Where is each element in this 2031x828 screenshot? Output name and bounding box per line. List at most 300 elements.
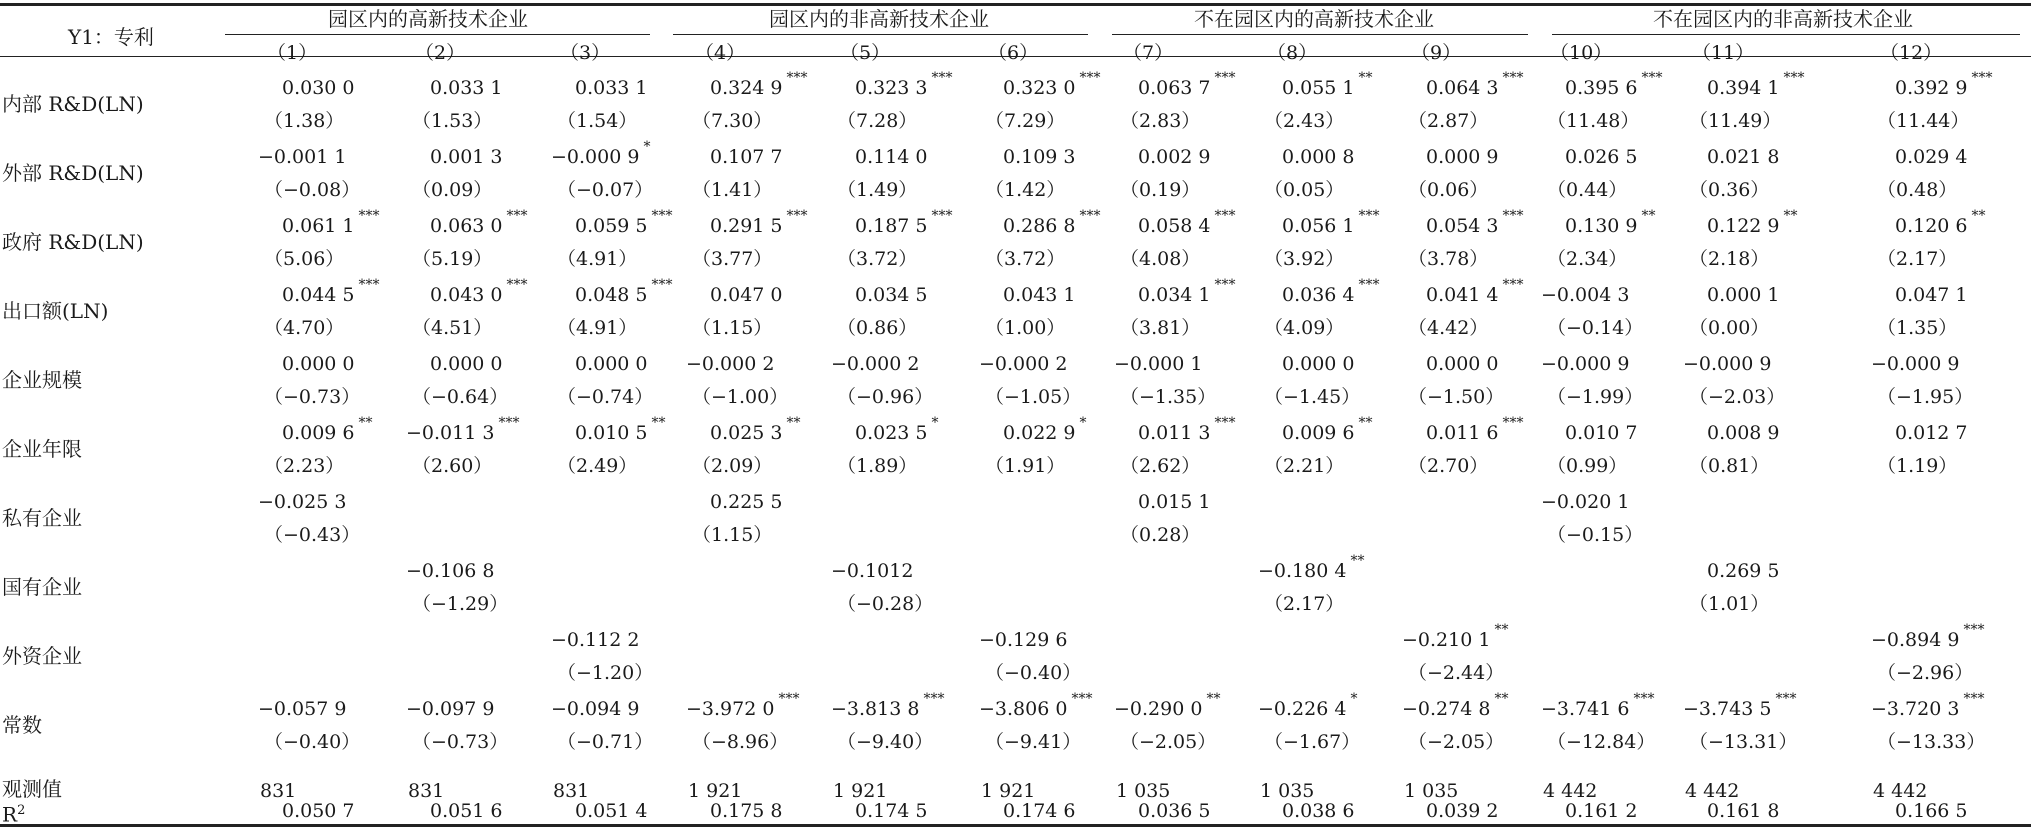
coef-cell: 0.001 3 bbox=[430, 146, 503, 168]
t-stat-cell: （3.72） bbox=[837, 248, 918, 270]
significance-stars: *** bbox=[506, 208, 528, 224]
coef-cell: −0.290 0 bbox=[1114, 698, 1203, 720]
obs-cell: 1 921 bbox=[981, 780, 1036, 802]
coef-cell: 0.000 9 bbox=[1426, 146, 1499, 168]
coef-cell: −0.274 8 bbox=[1402, 698, 1491, 720]
r2-cell: 0.174 6 bbox=[1003, 800, 1076, 822]
significance-stars: ** bbox=[1783, 208, 1798, 224]
row-label: 私有企业 bbox=[2, 506, 82, 530]
column-header: （12） bbox=[1880, 42, 1943, 64]
row-label: 政府 R&D(LN) bbox=[2, 230, 144, 254]
group-header: 园区内的非高新技术企业 bbox=[769, 7, 989, 31]
coef-cell: 0.291 5 bbox=[710, 215, 783, 237]
coef-cell: 0.000 0 bbox=[1282, 353, 1355, 375]
coef-cell: 0.225 5 bbox=[710, 491, 783, 513]
group-underline bbox=[225, 34, 650, 35]
obs-cell: 831 bbox=[553, 780, 590, 802]
row-label: 内部 R&D(LN) bbox=[2, 92, 144, 116]
coef-cell: 0.107 7 bbox=[710, 146, 783, 168]
coef-cell: −0.057 9 bbox=[258, 698, 347, 720]
r2-cell: 0.051 6 bbox=[430, 800, 503, 822]
t-stat-cell: （−0.96） bbox=[837, 386, 934, 408]
significance-stars: ** bbox=[786, 415, 801, 431]
significance-stars: ** bbox=[1494, 691, 1509, 707]
significance-stars: * bbox=[1079, 415, 1087, 431]
t-stat-cell: （0.19） bbox=[1120, 179, 1201, 201]
coef-cell: −0.226 4 bbox=[1258, 698, 1347, 720]
t-stat-cell: （2.09） bbox=[692, 455, 773, 477]
coef-cell: 0.036 4 bbox=[1282, 284, 1355, 306]
t-stat-cell: （−9.41） bbox=[985, 731, 1082, 753]
significance-stars: *** bbox=[1502, 415, 1524, 431]
t-stat-cell: （11.44） bbox=[1877, 110, 1970, 132]
t-stat-cell: （1.89） bbox=[837, 455, 918, 477]
coef-cell: 0.015 1 bbox=[1138, 491, 1211, 513]
significance-stars: *** bbox=[1071, 691, 1093, 707]
coef-cell: −0.004 3 bbox=[1541, 284, 1630, 306]
significance-stars: *** bbox=[1079, 70, 1101, 86]
t-stat-cell: （−2.44） bbox=[1408, 662, 1505, 684]
significance-stars: *** bbox=[1214, 70, 1236, 86]
t-stat-cell: （2.21） bbox=[1264, 455, 1345, 477]
coef-cell: 0.323 3 bbox=[855, 77, 928, 99]
t-stat-cell: （0.81） bbox=[1689, 455, 1770, 477]
t-stat-cell: （−0.14） bbox=[1547, 317, 1644, 339]
coef-cell: −0.112 2 bbox=[551, 629, 640, 651]
coef-cell: −3.743 5 bbox=[1683, 698, 1772, 720]
coef-cell: −0.1012 bbox=[831, 560, 914, 582]
significance-stars: *** bbox=[358, 208, 380, 224]
t-stat-cell: （2.18） bbox=[1689, 248, 1770, 270]
column-header: （11） bbox=[1692, 42, 1755, 64]
row-label: 外资企业 bbox=[2, 644, 82, 668]
t-stat-cell: （0.09） bbox=[412, 179, 493, 201]
row-label: 外部 R&D(LN) bbox=[2, 161, 144, 185]
coef-cell: −0.210 1 bbox=[1402, 629, 1491, 651]
t-stat-cell: （−0.07） bbox=[557, 179, 654, 201]
t-stat-cell: （4.70） bbox=[264, 317, 345, 339]
row-label: 国有企业 bbox=[2, 575, 82, 599]
coef-cell: −0.000 9 bbox=[1541, 353, 1630, 375]
r2-label-base: R bbox=[2, 802, 18, 827]
t-stat-cell: （3.78） bbox=[1408, 248, 1489, 270]
coef-cell: −0.000 9 bbox=[1871, 353, 1960, 375]
coef-cell: −0.894 9 bbox=[1871, 629, 1960, 651]
t-stat-cell: （1.41） bbox=[692, 179, 773, 201]
coef-cell: 0.025 3 bbox=[710, 422, 783, 444]
column-header: （4） bbox=[695, 42, 746, 64]
t-stat-cell: （−1.95） bbox=[1877, 386, 1974, 408]
coef-cell: 0.034 5 bbox=[855, 284, 928, 306]
significance-stars: * bbox=[643, 139, 651, 155]
coef-cell: −0.097 9 bbox=[406, 698, 495, 720]
significance-stars: ** bbox=[358, 415, 373, 431]
column-header: （3） bbox=[560, 42, 611, 64]
coef-cell: 0.022 9 bbox=[1003, 422, 1076, 444]
obs-cell: 4 442 bbox=[1543, 780, 1598, 802]
r2-label bbox=[2, 800, 25, 826]
coef-cell: 0.008 9 bbox=[1707, 422, 1780, 444]
t-stat-cell: （0.36） bbox=[1689, 179, 1770, 201]
t-stat-cell: （2.60） bbox=[412, 455, 493, 477]
t-stat-cell: （0.48） bbox=[1877, 179, 1958, 201]
coef-cell: 0.324 9 bbox=[710, 77, 783, 99]
t-stat-cell: （2.34） bbox=[1547, 248, 1628, 270]
significance-stars: *** bbox=[651, 208, 673, 224]
coef-cell: 0.323 0 bbox=[1003, 77, 1076, 99]
coef-cell: −3.806 0 bbox=[979, 698, 1068, 720]
coef-cell: 0.041 4 bbox=[1426, 284, 1499, 306]
t-stat-cell: （4.91） bbox=[557, 248, 638, 270]
coef-cell: −0.001 1 bbox=[258, 146, 347, 168]
t-stat-cell: （−0.64） bbox=[412, 386, 509, 408]
coef-cell: 0.021 8 bbox=[1707, 146, 1780, 168]
t-stat-cell: （2.87） bbox=[1408, 110, 1489, 132]
t-stat-cell: （2.43） bbox=[1264, 110, 1345, 132]
coef-cell: 0.063 7 bbox=[1138, 77, 1211, 99]
significance-stars: *** bbox=[1971, 70, 1993, 86]
t-stat-cell: （−13.31） bbox=[1689, 731, 1798, 753]
column-header: （7） bbox=[1123, 42, 1174, 64]
significance-stars: *** bbox=[1358, 208, 1380, 224]
t-stat-cell: （1.54） bbox=[557, 110, 638, 132]
t-stat-cell: （−0.08） bbox=[264, 179, 361, 201]
t-stat-cell: （−0.73） bbox=[412, 731, 509, 753]
coef-cell: 0.394 1 bbox=[1707, 77, 1780, 99]
r2-cell: 0.174 5 bbox=[855, 800, 928, 822]
t-stat-cell: （−0.74） bbox=[557, 386, 654, 408]
column-header: （10） bbox=[1550, 42, 1613, 64]
t-stat-cell: （−0.15） bbox=[1547, 524, 1644, 546]
significance-stars: *** bbox=[498, 415, 520, 431]
t-stat-cell: （0.00） bbox=[1689, 317, 1770, 339]
significance-stars: *** bbox=[1963, 622, 1985, 638]
coef-cell: 0.063 0 bbox=[430, 215, 503, 237]
coef-cell: 0.056 1 bbox=[1282, 215, 1355, 237]
coef-cell: 0.109 3 bbox=[1003, 146, 1076, 168]
coef-cell: 0.000 0 bbox=[430, 353, 503, 375]
coef-cell: 0.061 1 bbox=[282, 215, 355, 237]
group-underline bbox=[1112, 34, 1528, 35]
t-stat-cell: （−1.99） bbox=[1547, 386, 1644, 408]
t-stat-cell: （−0.71） bbox=[557, 731, 654, 753]
significance-stars: ** bbox=[1971, 208, 1986, 224]
t-stat-cell: （−2.05） bbox=[1408, 731, 1505, 753]
r2-cell: 0.175 8 bbox=[710, 800, 783, 822]
significance-stars: ** bbox=[1350, 553, 1365, 569]
coef-cell: 0.010 7 bbox=[1565, 422, 1638, 444]
coef-cell: 0.058 4 bbox=[1138, 215, 1211, 237]
t-stat-cell: （−1.35） bbox=[1120, 386, 1217, 408]
t-stat-cell: （1.49） bbox=[837, 179, 918, 201]
t-stat-cell: （7.28） bbox=[837, 110, 918, 132]
t-stat-cell: （1.15） bbox=[692, 317, 773, 339]
t-stat-cell: （7.29） bbox=[985, 110, 1066, 132]
t-stat-cell: （−1.00） bbox=[692, 386, 789, 408]
t-stat-cell: （4.42） bbox=[1408, 317, 1489, 339]
coef-cell: 0.011 6 bbox=[1426, 422, 1499, 444]
significance-stars: *** bbox=[1502, 277, 1524, 293]
t-stat-cell: （−8.96） bbox=[692, 731, 789, 753]
r2-cell: 0.038 6 bbox=[1282, 800, 1355, 822]
t-stat-cell: （1.00） bbox=[985, 317, 1066, 339]
coef-cell: 0.009 6 bbox=[1282, 422, 1355, 444]
t-stat-cell: （0.99） bbox=[1547, 455, 1628, 477]
t-stat-cell: （2.49） bbox=[557, 455, 638, 477]
t-stat-cell: （−1.29） bbox=[412, 593, 509, 615]
coef-cell: −0.180 4 bbox=[1258, 560, 1347, 582]
coef-cell: 0.269 5 bbox=[1707, 560, 1780, 582]
t-stat-cell: （3.77） bbox=[692, 248, 773, 270]
significance-stars: *** bbox=[1502, 70, 1524, 86]
t-stat-cell: （1.01） bbox=[1689, 593, 1770, 615]
coef-cell: 0.047 0 bbox=[710, 284, 783, 306]
t-stat-cell: （2.23） bbox=[264, 455, 345, 477]
significance-stars: *** bbox=[931, 70, 953, 86]
t-stat-cell: （−0.43） bbox=[264, 524, 361, 546]
t-stat-cell: （1.42） bbox=[985, 179, 1066, 201]
coef-cell: 0.187 5 bbox=[855, 215, 928, 237]
coef-cell: 0.286 8 bbox=[1003, 215, 1076, 237]
t-stat-cell: （11.49） bbox=[1689, 110, 1782, 132]
column-header: （9） bbox=[1411, 42, 1462, 64]
coef-cell: 0.011 3 bbox=[1138, 422, 1211, 444]
t-stat-cell: （−0.40） bbox=[985, 662, 1082, 684]
t-stat-cell: （1.35） bbox=[1877, 317, 1958, 339]
coef-cell: 0.043 1 bbox=[1003, 284, 1076, 306]
coef-cell: 0.009 6 bbox=[282, 422, 355, 444]
significance-stars: * bbox=[931, 415, 939, 431]
r2-cell: 0.051 4 bbox=[575, 800, 648, 822]
t-stat-cell: （−12.84） bbox=[1547, 731, 1656, 753]
coef-cell: 0.120 6 bbox=[1895, 215, 1968, 237]
significance-stars: *** bbox=[1214, 415, 1236, 431]
column-header: （5） bbox=[840, 42, 891, 64]
significance-stars: *** bbox=[1633, 691, 1655, 707]
coef-cell: −3.741 6 bbox=[1541, 698, 1630, 720]
t-stat-cell: （2.62） bbox=[1120, 455, 1201, 477]
coef-cell: 0.026 5 bbox=[1565, 146, 1638, 168]
coef-cell: 0.033 1 bbox=[575, 77, 648, 99]
t-stat-cell: （−2.96） bbox=[1877, 662, 1974, 684]
coef-cell: −0.020 1 bbox=[1541, 491, 1630, 513]
significance-stars: *** bbox=[778, 691, 800, 707]
t-stat-cell: （1.15） bbox=[692, 524, 773, 546]
coef-cell: −3.972 0 bbox=[686, 698, 775, 720]
t-stat-cell: （0.06） bbox=[1408, 179, 1489, 201]
r2-cell: 0.166 5 bbox=[1895, 800, 1968, 822]
t-stat-cell: （4.91） bbox=[557, 317, 638, 339]
significance-stars: *** bbox=[1358, 277, 1380, 293]
significance-stars: *** bbox=[1079, 208, 1101, 224]
r2-cell: 0.039 2 bbox=[1426, 800, 1499, 822]
obs-cell: 1 921 bbox=[688, 780, 743, 802]
coef-cell: 0.043 0 bbox=[430, 284, 503, 306]
obs-cell: 1 035 bbox=[1260, 780, 1315, 802]
coef-cell: 0.130 9 bbox=[1565, 215, 1638, 237]
t-stat-cell: （7.30） bbox=[692, 110, 773, 132]
t-stat-cell: （1.38） bbox=[264, 110, 345, 132]
significance-stars: *** bbox=[1783, 70, 1805, 86]
significance-stars: *** bbox=[923, 691, 945, 707]
r2-cell: 0.161 8 bbox=[1707, 800, 1780, 822]
t-stat-cell: （0.05） bbox=[1264, 179, 1345, 201]
group-underline bbox=[1552, 34, 2020, 35]
significance-stars: *** bbox=[651, 277, 673, 293]
coef-cell: −0.000 9 bbox=[1683, 353, 1772, 375]
coef-cell: −0.129 6 bbox=[979, 629, 1068, 651]
row-label: 常数 bbox=[2, 713, 42, 737]
obs-cell: 4 442 bbox=[1873, 780, 1928, 802]
significance-stars: *** bbox=[1502, 208, 1524, 224]
coef-cell: −3.720 3 bbox=[1871, 698, 1960, 720]
row-label: 企业年限 bbox=[2, 437, 82, 461]
significance-stars: *** bbox=[786, 70, 808, 86]
t-stat-cell: （−1.45） bbox=[1264, 386, 1361, 408]
coef-cell: 0.064 3 bbox=[1426, 77, 1499, 99]
obs-cell: 1 035 bbox=[1116, 780, 1171, 802]
t-stat-cell: （4.51） bbox=[412, 317, 493, 339]
table-bottom-rule bbox=[0, 824, 2031, 827]
obs-cell: 831 bbox=[260, 780, 297, 802]
t-stat-cell: （4.08） bbox=[1120, 248, 1201, 270]
coef-cell: 0.034 1 bbox=[1138, 284, 1211, 306]
coef-cell: −0.025 3 bbox=[258, 491, 347, 513]
significance-stars: *** bbox=[1214, 208, 1236, 224]
t-stat-cell: （−0.28） bbox=[837, 593, 934, 615]
t-stat-cell: （1.91） bbox=[985, 455, 1066, 477]
coef-cell: 0.033 1 bbox=[430, 77, 503, 99]
t-stat-cell: （0.44） bbox=[1547, 179, 1628, 201]
coef-cell: 0.023 5 bbox=[855, 422, 928, 444]
coef-cell: 0.047 1 bbox=[1895, 284, 1968, 306]
t-stat-cell: （−0.40） bbox=[264, 731, 361, 753]
t-stat-cell: （2.17） bbox=[1877, 248, 1958, 270]
group-header: 不在园区内的非高新技术企业 bbox=[1653, 7, 1913, 31]
coef-cell: 0.012 7 bbox=[1895, 422, 1968, 444]
coef-cell: −0.000 2 bbox=[979, 353, 1068, 375]
t-stat-cell: （−9.40） bbox=[837, 731, 934, 753]
t-stat-cell: （4.09） bbox=[1264, 317, 1345, 339]
significance-stars: *** bbox=[358, 277, 380, 293]
t-stat-cell: （−1.50） bbox=[1408, 386, 1505, 408]
t-stat-cell: （2.17） bbox=[1264, 593, 1345, 615]
coef-cell: 0.000 0 bbox=[1426, 353, 1499, 375]
t-stat-cell: （−1.20） bbox=[557, 662, 654, 684]
column-header: （1） bbox=[267, 42, 318, 64]
t-stat-cell: （3.81） bbox=[1120, 317, 1201, 339]
coef-cell: −0.106 8 bbox=[406, 560, 495, 582]
t-stat-cell: （3.92） bbox=[1264, 248, 1345, 270]
significance-stars: ** bbox=[1641, 208, 1656, 224]
coef-cell: 0.030 0 bbox=[282, 77, 355, 99]
obs-cell: 1 035 bbox=[1404, 780, 1459, 802]
coef-cell: 0.010 5 bbox=[575, 422, 648, 444]
significance-stars: *** bbox=[931, 208, 953, 224]
r2-cell: 0.036 5 bbox=[1138, 800, 1211, 822]
column-header: （8） bbox=[1267, 42, 1318, 64]
significance-stars: ** bbox=[1358, 70, 1373, 86]
t-stat-cell: （1.19） bbox=[1877, 455, 1958, 477]
significance-stars: *** bbox=[786, 208, 808, 224]
obs-label: 观测值 bbox=[2, 777, 62, 801]
coef-cell: 0.029 4 bbox=[1895, 146, 1968, 168]
t-stat-cell: （5.06） bbox=[264, 248, 345, 270]
coef-cell: −0.094 9 bbox=[551, 698, 640, 720]
table-corner-label: Y1：专利 bbox=[68, 25, 154, 49]
obs-cell: 4 442 bbox=[1685, 780, 1740, 802]
coef-cell: 0.114 0 bbox=[855, 146, 928, 168]
column-header: （6） bbox=[988, 42, 1039, 64]
t-stat-cell: （0.28） bbox=[1120, 524, 1201, 546]
obs-cell: 831 bbox=[408, 780, 445, 802]
significance-stars: *** bbox=[1641, 70, 1663, 86]
significance-stars: ** bbox=[651, 415, 666, 431]
group-header: 不在园区内的高新技术企业 bbox=[1194, 7, 1434, 31]
coef-cell: 0.059 5 bbox=[575, 215, 648, 237]
coef-cell: 0.054 3 bbox=[1426, 215, 1499, 237]
t-stat-cell: （−2.03） bbox=[1689, 386, 1786, 408]
coef-cell: 0.000 0 bbox=[575, 353, 648, 375]
t-stat-cell: （−2.05） bbox=[1120, 731, 1217, 753]
significance-stars: *** bbox=[1775, 691, 1797, 707]
t-stat-cell: （2.83） bbox=[1120, 110, 1201, 132]
coef-cell: 0.395 6 bbox=[1565, 77, 1638, 99]
group-underline bbox=[673, 34, 1088, 35]
coef-cell: −0.000 2 bbox=[831, 353, 920, 375]
r2-label-superscript: 2 bbox=[17, 803, 26, 818]
coef-cell: 0.392 9 bbox=[1895, 77, 1968, 99]
t-stat-cell: （2.70） bbox=[1408, 455, 1489, 477]
coef-cell: −3.813 8 bbox=[831, 698, 920, 720]
coef-cell: −0.000 9 bbox=[551, 146, 640, 168]
group-header: 园区内的高新技术企业 bbox=[328, 7, 528, 31]
significance-stars: *** bbox=[1214, 277, 1236, 293]
obs-cell: 1 921 bbox=[833, 780, 888, 802]
t-stat-cell: （−1.05） bbox=[985, 386, 1082, 408]
r2-cell: 0.161 2 bbox=[1565, 800, 1638, 822]
coef-cell: −0.011 3 bbox=[406, 422, 495, 444]
t-stat-cell: （5.19） bbox=[412, 248, 493, 270]
t-stat-cell: （−1.67） bbox=[1264, 731, 1361, 753]
t-stat-cell: （1.53） bbox=[412, 110, 493, 132]
coef-cell: −0.000 2 bbox=[686, 353, 775, 375]
r2-cell: 0.050 7 bbox=[282, 800, 355, 822]
t-stat-cell: （−0.73） bbox=[264, 386, 361, 408]
coef-cell: 0.044 5 bbox=[282, 284, 355, 306]
t-stat-cell: （11.48） bbox=[1547, 110, 1640, 132]
coef-cell: 0.048 5 bbox=[575, 284, 648, 306]
significance-stars: ** bbox=[1494, 622, 1509, 638]
significance-stars: ** bbox=[1206, 691, 1221, 707]
significance-stars: *** bbox=[506, 277, 528, 293]
significance-stars: *** bbox=[1963, 691, 1985, 707]
t-stat-cell: （3.72） bbox=[985, 248, 1066, 270]
coef-cell: 0.000 1 bbox=[1707, 284, 1780, 306]
row-label: 出口额(LN) bbox=[2, 299, 109, 323]
coef-cell: 0.000 0 bbox=[282, 353, 355, 375]
t-stat-cell: （0.86） bbox=[837, 317, 918, 339]
significance-stars: ** bbox=[1358, 415, 1373, 431]
coef-cell: 0.000 8 bbox=[1282, 146, 1355, 168]
coef-cell: 0.055 1 bbox=[1282, 77, 1355, 99]
coef-cell: 0.002 9 bbox=[1138, 146, 1211, 168]
column-header: （2） bbox=[415, 42, 466, 64]
table-top-rule bbox=[0, 3, 2031, 6]
row-label: 企业规模 bbox=[2, 368, 82, 392]
t-stat-cell: （−13.33） bbox=[1877, 731, 1986, 753]
coef-cell: −0.000 1 bbox=[1114, 353, 1203, 375]
